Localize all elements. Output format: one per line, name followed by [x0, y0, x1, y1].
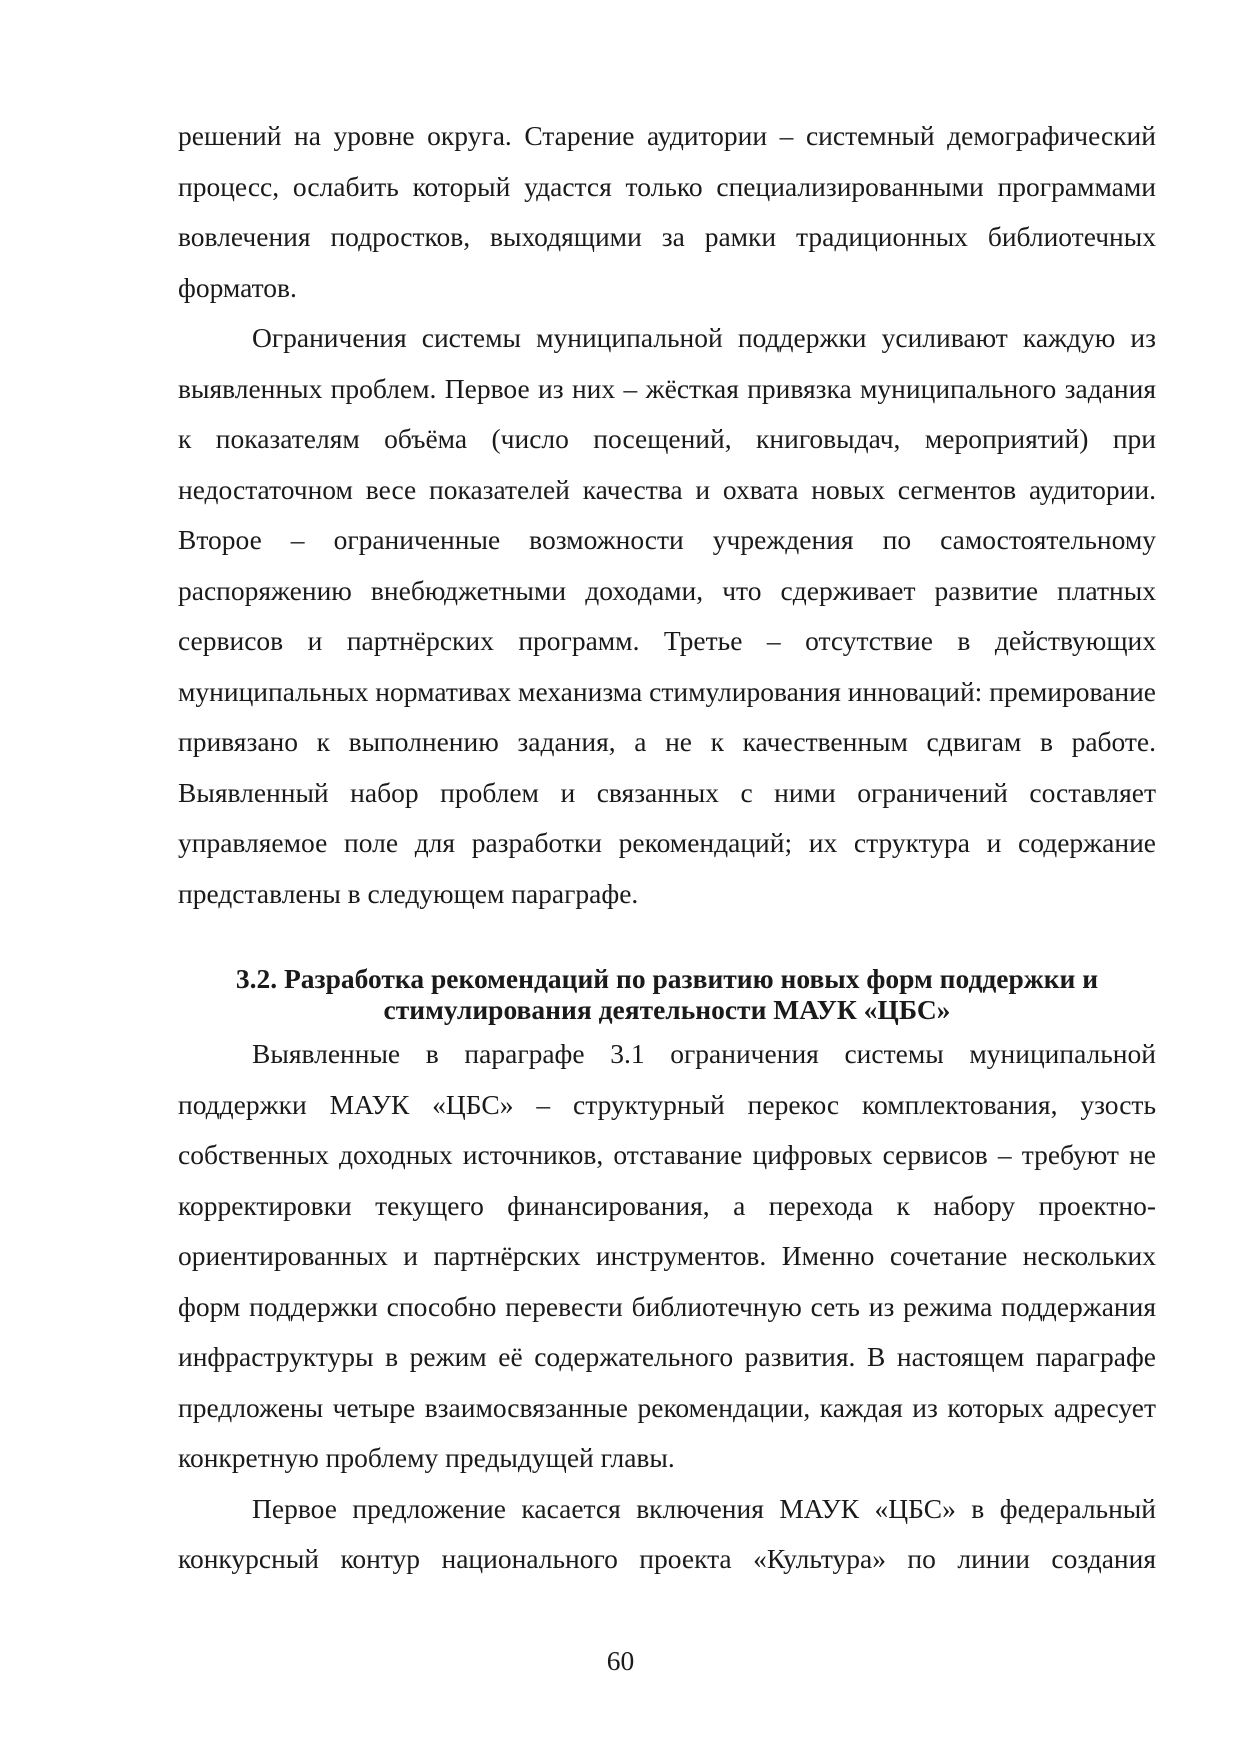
page-body: [178, 111, 1156, 1585]
section-heading: [178, 963, 1156, 1029]
section-heading-line-2: стимулирования деятельности МАУК «ЦБС»: [383, 994, 951, 1025]
paragraph-support-limitations: Ограничения системы муниципальной поддержки усиливают каждую из выявленных проблем. Первое из них – жёсткая привязка муниципального задания к показателям объёма (число посещений, книговыдач, мероприятий) при недостаточном весе показателей качества и охвата новых сегментов аудитории. Второе – ограниченные возможности учреждения по самостоятельному распоряжению внебюджетными доходами, что сдерживает развитие платных сервисов и партнёрских программ. Третье – отсутствие в действующих муниципальных нормативах механизма стимулирования инноваций: премирование привязано к выполнению задания, а не к качественным сдвигам в работе. Выявленный набор проблем и связанных с ними ограничений составляет управляемое поле для разработки рекомендаций; их структура и содержание представлены в следующем параграфе.: [178, 322, 1156, 909]
paragraph-continuation: решений на уровне округа. Старение аудитории – системный демографический процесс, ослабить который удастся только специализированными программами вовлечения подростков, выходящими за рамки традиционных библиотечных форматов.: [178, 120, 1156, 303]
paragraph-section-intro: Выявленные в параграфе 3.1 ограничения системы муниципальной поддержки МАУК «ЦБС» – структурный перекос комплектования, узость собственных доходных источников, отставание цифровых сервисов – требуют не корректировки текущего финансирования, а перехода к набору проектно-ориентированных и партнёрских инструментов. Именно сочетание нескольких форм поддержки способно перевести библиотечную сеть из режима поддержания инфраструктуры в режим её содержательного развития. В настоящем параграфе предложены четыре взаимосвязанные рекомендации, каждая из которых адресует конкретную проблему предыдущей главы.: [178, 1038, 1156, 1473]
paragraph-first-proposal: Первое предложение касается включения МАУК «ЦБС» в федеральный конкурсный контур национального проекта «Культура» по линии создания: [178, 1492, 1156, 1574]
page-number: 60: [606, 1645, 635, 1676]
section-heading-line-1: 3.2. Разработка рекомендаций по развитию новых форм поддержки и: [235, 963, 1099, 994]
